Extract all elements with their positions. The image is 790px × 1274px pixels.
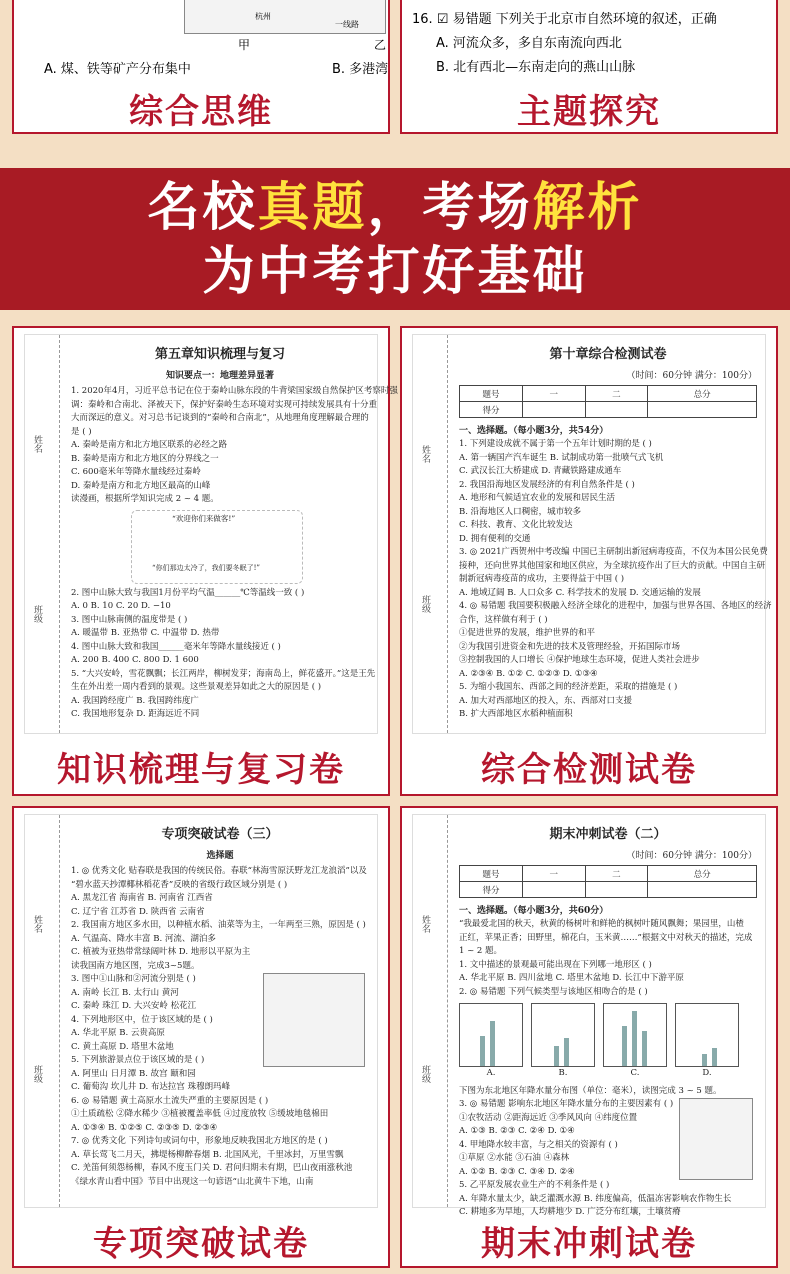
question-16: 16. ☑ 易错题 下列关于北京市自然环境的叙述，正确: [412, 12, 717, 27]
paper-subtitle: 知识要点一：地理差异显著: [165, 371, 274, 381]
caption-top-right: 主题探究: [517, 92, 661, 132]
text-line: 3. 图中山脉南侧的温度带是 ( ): [71, 614, 188, 625]
card-review: [12, 326, 398, 796]
table-header-cell: 一: [523, 866, 586, 882]
paper-title: 第十章综合检测试卷: [549, 347, 667, 362]
climate-chart-b: [531, 1003, 595, 1081]
text-line: 3. 图中①山脉和②河流分别是 ( ): [71, 974, 196, 984]
text-line: A. 草长莺飞二月天，拂堤杨柳醉春烟 B. 北国风光，千里冰封，万里雪飘: [71, 1149, 344, 1160]
table-header-cell: 得分: [460, 882, 523, 898]
table-header-cell: 一: [523, 386, 586, 402]
exam-paper: [412, 334, 772, 734]
banner-text-zhenti: 真题: [257, 178, 368, 238]
map-label-city: 杭州: [255, 12, 271, 21]
option-b: B. 北有西北—东南走向的燕山山脉: [436, 60, 636, 75]
text-line: 4. ◎ 易错题 我国要积极融入经济全球化的进程中，加强与世界各国、各地区的经济: [459, 601, 772, 611]
text-line: A. ②③④ B. ①② C. ①②③ D. ①③④: [459, 668, 598, 679]
text-line: ②为我国引进资金和先进的技术及管理经验，开拓国际市场: [459, 641, 681, 652]
caption-top-left: 综合思维: [129, 92, 273, 132]
top-right-card: [400, 0, 778, 134]
text-line: ③控制我国的人口增长 ④保护地球生态环境，促进人类社会进步: [459, 655, 700, 665]
text-line: A. 华北平原 B. 云贵高原: [71, 1028, 165, 1038]
binding-margin: [25, 335, 60, 733]
paper-subtitle: （时间：60分钟 满分：100分）: [626, 851, 757, 861]
text-line: 1. 下列建设成就不属于第一个五年计划时期的是 ( ): [459, 439, 652, 449]
binding-class-label: 班级: [32, 1065, 42, 1083]
text-line: 2. 图中山脉大致与我国1月份平均气温______℃等温线一致 ( ): [71, 587, 305, 598]
text-line: 接种，还向世界其他国家和地区供应，为全球抗疫作出了巨大的贡献。中国自主研: [459, 560, 766, 571]
banner-text-jiexi: 解析: [532, 178, 643, 238]
option-a: A. 河流众多，多自东南流向西北: [436, 36, 622, 51]
climate-chart-a: [459, 1003, 523, 1081]
text-line: 5. “大兴安岭，雪花飘飘；长江两岸，柳树发芽；海南岛上，鲜花盛开。”这是王先: [71, 668, 376, 679]
table-cell: [648, 882, 757, 898]
paper-subtitle: （时间：60分钟 满分：100分）: [626, 371, 757, 381]
table-header-cell: 二: [585, 866, 648, 882]
text-line: A. 阿里山 日月潭 B. 故宫 颐和园: [71, 1068, 196, 1079]
text-line: A. 地形和气候适宜农业的发展和居民生活: [459, 493, 616, 503]
precip-bar: [554, 1046, 559, 1066]
chart-label: D.: [702, 1068, 712, 1078]
table-header-cell: 题号: [460, 386, 523, 402]
score-table: [459, 865, 757, 898]
caption-final: 期末冲刺试卷: [481, 1224, 697, 1264]
text-line: 2. 我国南方地区多水田，以种植水稻、油菜等为主，一年两至三熟，原因是 ( ): [71, 920, 366, 930]
text-line: B. 扩大西部地区水稻种植面积: [459, 709, 573, 719]
text-line: C. 植被为亚热带常绿阔叶林 D. 地形以平原为主: [71, 947, 251, 957]
caption-review: 知识梳理与复习卷: [57, 750, 345, 790]
binding-margin: [413, 335, 448, 733]
climate-chart-d: [675, 1003, 739, 1081]
text-line: 1. ◎ 优秀文化 贴春联是我国的传统民俗。春联“林海雪原沃野龙江龙浪滔”以及: [71, 866, 367, 876]
text-line: C. 武汉长江大桥建成 D. 青藏铁路建成通车: [459, 466, 622, 476]
paper-subtitle: 选择题: [206, 851, 234, 861]
table-header-cell: 总分: [648, 866, 757, 882]
text-line: 读漫画，根据所学知识完成 2 ~ 4 题。: [71, 494, 219, 504]
binding-name-label: 姓名: [420, 445, 430, 463]
text-line: 3. ◎ 2021广西贺州中考改编 中国已主研制出新冠病毒疫苗，不仅为本国公民免费: [459, 547, 768, 557]
text-line: 7. ◎ 优秀文化 下列诗句或词句中，形象地反映我国北方地区的是 ( ): [71, 1136, 328, 1146]
exam-paper: [412, 814, 766, 1217]
text-line: 4. 图中山脉大致和我国______毫米年等降水量线接近 ( ): [71, 641, 281, 652]
text-line: A. 黑龙江省 海南省 B. 河南省 江西省: [71, 893, 213, 903]
text-line: B. 沿海地区人口稠密，城市较多: [459, 506, 582, 517]
text-line: 制新冠病毒疫苗的成功，主要得益于中国 ( ): [459, 574, 625, 584]
caption-comprehensive: 综合检测试卷: [481, 750, 697, 790]
text-line: 正红，苹果正香；田野里，棉花白，玉米黄……”根据文中对秋天的描述，完成: [459, 932, 753, 943]
precip-bar: [642, 1031, 647, 1066]
text-line: A. 暖温带 B. 亚热带 C. 中温带 D. 热带: [71, 628, 220, 638]
text-line: A. 我国跨经度广 B. 我国跨纬度广: [71, 695, 199, 706]
text-line: C. 黄土高原 D. 塔里木盆地: [71, 1041, 174, 1052]
binding-class-label: 班级: [420, 595, 430, 613]
table-header-cell: 二: [585, 386, 648, 402]
option-a: A. 煤、铁等矿产分布集中: [44, 62, 191, 77]
cartoon-speech-1: “欢迎你们来做客!”: [172, 513, 236, 523]
precip-bar: [632, 1011, 637, 1066]
binding-name-label: 姓名: [420, 915, 430, 933]
table-cell: [585, 402, 648, 418]
binding-margin: [413, 815, 448, 1207]
banner-text-kaochang: ，考场: [367, 178, 533, 238]
text-line: B. 秦岭是南方和北方地区的分界线之一: [71, 453, 219, 464]
chart-label: A.: [486, 1068, 496, 1078]
text-line: C. 秦岭 珠江 D. 大兴安岭 松花江: [71, 1001, 197, 1011]
table-header-cell: 题号: [460, 866, 523, 882]
text-line: A. ①② B. ②③ C. ③④ D. ②④: [459, 1166, 575, 1177]
score-table: [459, 385, 757, 418]
card-final: [400, 806, 778, 1268]
table-cell: [523, 882, 586, 898]
text-line: A. ①③ B. ②③ C. ②④ D. ①④: [459, 1126, 575, 1136]
exam-paper: [24, 814, 378, 1208]
text-line: 1. 文中描述的景观最可能出现在下列哪一地形区 ( ): [459, 959, 652, 970]
banner-line-1: [0, 176, 790, 240]
binding-margin: [25, 815, 60, 1207]
text-line: 5. 下列旅游景点位于该区域的是 ( ): [71, 1055, 205, 1065]
paper-title: 期末冲刺试卷（二）: [549, 827, 667, 842]
text-line: ①促进世界的发展，维护世界的和平: [459, 628, 596, 638]
text-line: 4. 下列地形区中，位于该区域的是 ( ): [71, 1014, 213, 1025]
banner-text-mingxiao: 名校: [147, 178, 258, 238]
text-line: 大而深远的意义。对习总书记谈到的“秦岭和合南北”，从地理角度理解最合理的: [71, 413, 369, 423]
banner-line-2: 为中考打好基础: [202, 242, 588, 302]
text-line: D. 秦岭是南方和北方地区最高的山峰: [71, 480, 211, 491]
text-line: D. 拥有便利的交通: [459, 533, 531, 544]
text-line: ①草原 ②水能 ③石油 ④森林: [459, 1153, 570, 1163]
text-line: A. 年降水量太少，缺乏灌溉水源 B. 纬度偏高，低温冻害影响农作物生长: [459, 1193, 732, 1204]
section-heading: 一、选择题。（每小题3分，共60分）: [459, 906, 609, 916]
text-line: 《绿水青山看中国》节目中出现这一句谚语“山北黄牛下地，山南: [71, 1176, 314, 1187]
text-line: “我最爱北国的秋天，秋黄的杨树叶和鲜艳的枫树叶随风飘舞；果园里，山楂: [459, 919, 744, 929]
text-line: 1 ~ 2 题。: [459, 946, 503, 956]
precip-bar: [622, 1026, 627, 1066]
precip-bar: [564, 1038, 569, 1066]
text-line: A. 气温高、降水丰富 B. 河流、湖泊多: [71, 933, 216, 944]
card-special: [12, 806, 390, 1268]
text-line: 合作，这样做有利于 ( ): [459, 614, 548, 625]
table-header-cell: 总分: [648, 386, 757, 402]
map-label-jia: 甲: [238, 38, 251, 52]
card-comprehensive: [400, 326, 778, 796]
text-line: 是 ( ): [71, 426, 92, 437]
text-line: 下图为东北地区年降水量分布图（单位：毫米），读图完成 3 ~ 5 题。: [459, 1085, 722, 1096]
option-b: B. 多港湾: [332, 62, 389, 77]
text-line: A. 200 B. 400 C. 800 D. 1 600: [71, 655, 199, 665]
text-line: A. 加大对西部地区的投入，东、西部对口支援: [459, 695, 633, 706]
text-line: 6. ◎ 易错题 黄土高原水土流失严重的主要原因是 ( ): [71, 1095, 269, 1106]
precip-bar: [490, 1021, 495, 1066]
text-line: ①土质疏松 ②降水稀少 ③植被覆盖率低 ④过度放牧 ⑤缓坡地毯棉田: [71, 1109, 329, 1119]
text-line: ①农牧活动 ②距海远近 ③季风风向 ④纬度位置: [459, 1112, 638, 1123]
text-line: C. 我国地形复杂 D. 距海远近不同: [71, 709, 200, 719]
text-line: 生在外出差一周内看到的景观。这些景观差异如此之大的原因是 ( ): [71, 682, 322, 692]
text-line: 3. ◎ 易错题 影响东北地区年降水量分布的主要因素有 ( ): [459, 1099, 674, 1109]
text-line: A. 华北平原 B. 四川盆地 C. 塔里木盆地 D. 长江中下游平原: [459, 973, 684, 983]
precip-bar: [712, 1048, 717, 1066]
climate-chart-frame: [603, 1003, 667, 1067]
climate-chart-c: [603, 1003, 667, 1081]
map-label-yi: 乙: [374, 38, 387, 52]
climate-chart-frame: [459, 1003, 523, 1067]
text-line: C. 羌笛何须怨杨柳，春风不度玉门关 D. 君问归期未有期，巴山夜雨涨秋池: [71, 1163, 353, 1173]
text-line: C. 600毫米年等降水量线经过秦岭: [71, 467, 201, 477]
text-line: 4. 甲地降水较丰富，与之相关的资源有 ( ): [459, 1139, 618, 1150]
paper-title: 第五章知识梳理与复习: [154, 347, 285, 362]
text-line: C. 耕地多为旱地，人均耕地少 D. 广泛分布红壤，土壤贫瘠: [459, 1207, 681, 1217]
map-figure: [184, 0, 386, 34]
climate-charts: [459, 1003, 757, 1081]
exam-paper: [24, 334, 398, 734]
text-line: C. 葡萄沟 坎儿井 D. 布达拉宫 珠穆朗玛峰: [71, 1082, 231, 1092]
text-line: A. 秦岭是南方和北方地区联系的必经之路: [71, 440, 228, 450]
table-cell: [523, 402, 586, 418]
text-line: 调：秦岭和合南北、泽被天下，保护好秦岭生态环境对实现可持续发展具有十分重: [71, 399, 378, 410]
cartoon-speech-2: “你们那边太冷了，我们要冬眠了!”: [152, 563, 260, 572]
text-line: A. 南岭 长江 B. 太行山 黄河: [71, 987, 179, 998]
table-cell: [648, 402, 757, 418]
text-line: 读我国南方地区图，完成3~5题。: [71, 960, 200, 971]
text-line: “碧水蓝天抄潭椰林稻花香”反映的省级行政区域分别是 ( ): [71, 879, 288, 890]
climate-chart-frame: [531, 1003, 595, 1067]
table-cell: [585, 882, 648, 898]
binding-class-label: 班级: [420, 1065, 430, 1083]
text-line: A. 第一辆国产汽车诞生 B. 试制成功第一批喷气式飞机: [459, 452, 664, 463]
text-line: A. ①③④ B. ①②⑤ C. ②③⑤ D. ②③④: [71, 1122, 218, 1133]
climate-chart-frame: [675, 1003, 739, 1067]
text-line: 5. 乙平原发展农业生产的不利条件是 ( ): [459, 1180, 610, 1190]
chart-label: B.: [558, 1068, 568, 1078]
top-left-card: [12, 0, 390, 134]
text-line: 5. 为缩小我国东、西部之间的经济差距，采取的措施是 ( ): [459, 682, 678, 692]
caption-special: 专项突破试卷: [93, 1224, 309, 1264]
south-china-map: [263, 973, 365, 1067]
text-line: A. 地域辽阔 B. 人口众多 C. 科学技术的发展 D. 交通运输的发展: [459, 587, 701, 598]
text-line: 2. 我国沿海地区发展经济的有利自然条件是 ( ): [459, 479, 635, 490]
promo-banner: [0, 168, 790, 310]
cartoon-illustration: [131, 510, 303, 584]
paper-title: 专项突破试卷（三）: [161, 827, 279, 842]
chart-label: C.: [630, 1068, 640, 1078]
binding-class-label: 班级: [32, 605, 42, 623]
section-heading: 一、选择题。（每小题3分，共54分）: [459, 426, 609, 436]
text-line: 1. 2020年4月，习近平总书记在位于秦岭山脉东段的牛背梁国家级自然保护区考察时强: [71, 386, 398, 396]
text-line: A. 0 B. 10 C. 20 D. −10: [71, 601, 171, 611]
map-label-line: 一线路: [335, 20, 359, 29]
binding-name-label: 姓名: [32, 435, 42, 453]
precip-bar: [480, 1036, 485, 1066]
text-line: C. 科技、教育、文化比较发达: [459, 520, 573, 530]
binding-name-label: 姓名: [32, 915, 42, 933]
text-line: 2. ◎ 易错题 下列气候类型与该地区相吻合的是 ( ): [459, 986, 648, 997]
text-line: C. 辽宁省 江苏省 D. 陕西省 云南省: [71, 906, 205, 917]
table-header-cell: 得分: [460, 402, 523, 418]
precip-bar: [702, 1054, 707, 1066]
northeast-map: [679, 1098, 753, 1180]
